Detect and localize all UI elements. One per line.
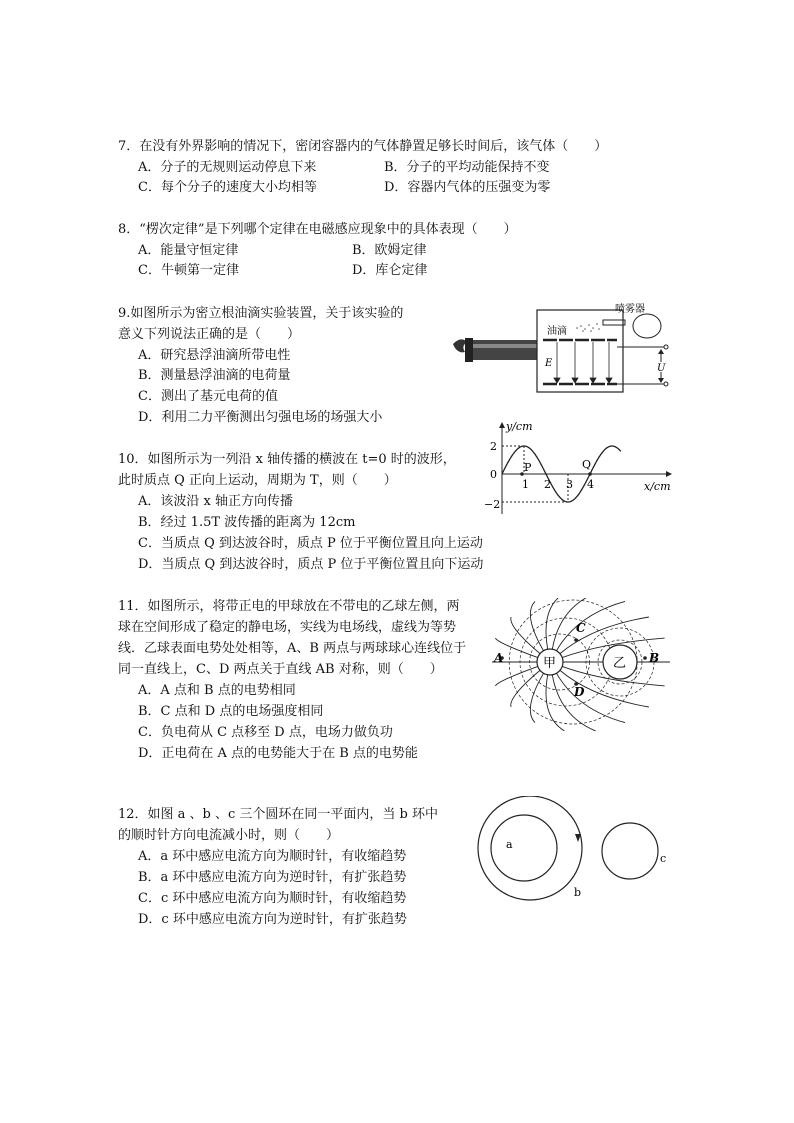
q7-option-a: A．分子的无规则运动停息下来	[138, 160, 317, 175]
x-tick-3: 3	[566, 478, 573, 491]
q10-stem-1: 10．如图所示为一列沿 x 轴传播的横波在 t=0 时的波形，	[118, 452, 456, 467]
microscope-tube	[473, 340, 537, 360]
ring-a	[491, 815, 557, 881]
field-line	[557, 673, 626, 722]
field-line	[546, 675, 564, 731]
point-d-label: D	[574, 685, 585, 699]
q11-stem-1: 11．如图所示，将带正电的甲球放在不带电的乙球左侧，两	[118, 599, 460, 614]
q10-option-c: C．当质点 Q 到达波谷时，质点 P 位于平衡位置且向上运动	[138, 536, 483, 551]
ball-yi-label: 乙	[613, 656, 627, 671]
voltage-label-u: U	[657, 363, 666, 374]
ring-a-label: a	[506, 838, 513, 851]
field-line	[495, 666, 537, 686]
sprayer-bulb	[633, 314, 661, 338]
oil-drop-label: 油滴	[547, 326, 567, 337]
q9-option-d: D．利用二力平衡测出匀强电场的场强大小	[138, 410, 383, 425]
q12-stem-2: 的顺时针方向电流减小时，则（ ）	[118, 828, 340, 843]
q12-option-a: A．a 环中感应电流方向为顺时针，有收缩趋势	[138, 849, 407, 864]
ring-b-label: b	[574, 886, 582, 899]
q11-option-b: B．C 点和 D 点的电场强度相同	[138, 704, 324, 719]
q10-option-d: D．当质点 Q 到达波谷时，质点 P 位于平衡位置且向下运动	[138, 557, 484, 572]
point-q-label: Q	[582, 458, 592, 471]
q8-option-a: A．能量守恒定律	[138, 243, 239, 258]
q11-stem-4: 同一直线上，C、D 两点关于直线 AB 对称，则（ ）	[118, 662, 443, 677]
x-tick-4: 4	[587, 478, 594, 491]
q12-option-d: D．c 环中感应电流方向为逆时针，有扩张趋势	[138, 912, 407, 927]
q8-option-d: D．库仑定律	[352, 263, 428, 278]
field-line	[557, 601, 626, 650]
q9-option-c: C．测出了基元电荷的值	[138, 389, 278, 404]
q7-option-d: D．容器内气体的压强变为零	[384, 180, 551, 195]
q7-option-c: C．每个分子的速度大小均相等	[138, 180, 317, 195]
q9-stem-1: 9.如图所示为密立根油滴实验装置，关于该实验的	[118, 306, 404, 321]
q12-option-c: C．c 环中感应电流方向为顺时针，有收缩趋势	[138, 891, 407, 906]
ball-jia-label: 甲	[543, 656, 557, 671]
sprayer-label: 喷雾器	[615, 304, 645, 315]
q8-option-b: B．欧姆定律	[352, 243, 427, 258]
ring-c	[602, 823, 658, 879]
q10-option-b: B．经过 1.5T 波传播的距离为 12cm	[138, 515, 356, 530]
wave-figure	[480, 418, 676, 518]
ring-b-current-arrow	[575, 834, 581, 842]
y-tick-2: 2	[490, 440, 497, 453]
x-tick-1: 1	[522, 478, 529, 491]
field-line	[546, 598, 564, 649]
x-axis-label: x/cm	[644, 480, 671, 493]
rings-figure	[470, 796, 680, 906]
field-label-e: E	[545, 358, 553, 369]
q11-option-a: A．A 点和 B 点的电势相同	[138, 683, 296, 698]
q10-stem-2: 此时质点 Q 正向上运动，周期为 T，则（ ）	[118, 473, 397, 488]
y-tick-neg2: −2	[484, 498, 501, 511]
sprayer-nozzle	[603, 320, 625, 325]
ring-b	[478, 796, 582, 900]
point-c-label: C	[576, 621, 586, 635]
y-tick-0: 0	[490, 468, 497, 481]
field-line	[552, 675, 595, 731]
q11-stem-2: 球在空间形成了稳定的静电场，实线为电场线，虚线为等势	[118, 620, 457, 635]
q11-option-c: C．负电荷从 C 点移至 D 点，电场力做负功	[138, 725, 393, 740]
point-b-label: B	[649, 651, 660, 665]
q8-option-c: C．牛顿第一定律	[138, 263, 239, 278]
point-a-label: A	[494, 651, 504, 665]
q9-option-b: B．测量悬浮油滴的电荷量	[138, 368, 291, 383]
q12-option-b: B．a 环中感应电流方向为逆时针，有扩张趋势	[138, 870, 407, 885]
ring-c-label: c	[660, 852, 667, 865]
q7-stem: 7．在没有外界影响的情况下，密闭容器内的气体静置足够长时间后，该气体（ ）	[118, 139, 608, 154]
point-p-label: P	[524, 461, 532, 474]
x-tick-2: 2	[544, 478, 551, 491]
q7-option-b: B．分子的平均动能保持不变	[384, 160, 550, 175]
y-axis-label: y/cm	[506, 420, 533, 433]
q8-stem: 8．“楞次定律”是下列哪个定律在电磁感应现象中的具体表现（ ）	[118, 222, 517, 237]
q11-stem-3: 线．乙球表面电势处处相等，A、B 两点与两球球心连线位于	[118, 641, 467, 656]
electric-field-figure	[492, 598, 678, 732]
eyepiece-icon	[453, 339, 467, 352]
q10-option-a: A．该波沿 x 轴正方向传播	[138, 494, 293, 509]
point-q	[588, 472, 592, 476]
q9-option-a: A．研究悬浮油滴所带电性	[138, 348, 291, 363]
q9-stem-2: 意义下列说法正确的是（ ）	[118, 327, 301, 342]
q12-stem-1: 12．如图 a 、b 、c 三个圆环在同一平面内，当 b 环中	[118, 807, 439, 822]
q11-option-d: D．正电荷在 A 点的电势能大于在 B 点的电势能	[138, 746, 418, 761]
millikan-apparatus-figure	[447, 300, 677, 396]
